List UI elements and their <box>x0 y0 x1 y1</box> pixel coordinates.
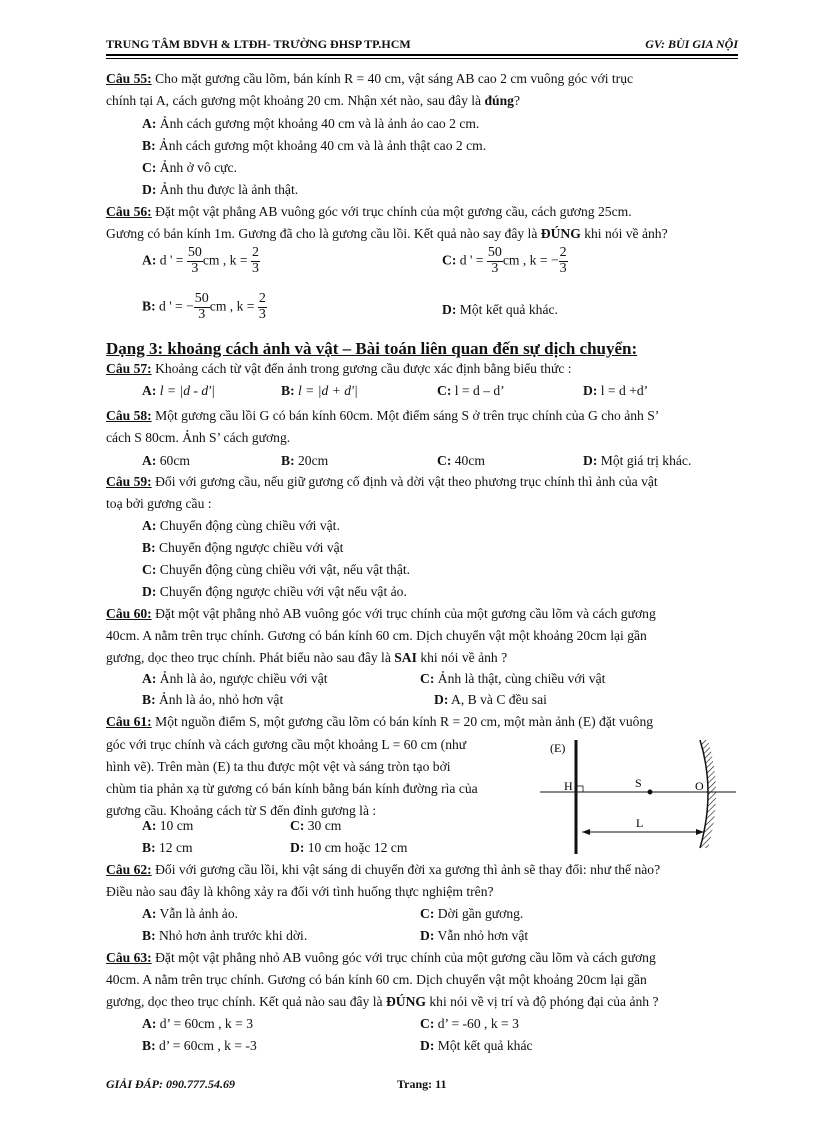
q58-option-d: D: Một giá trị khác. <box>583 453 692 468</box>
q55-line1: Câu 55: Cho mặt gương cầu lõm, bán kính R = 40 cm, vật sáng AB cao 2 cm vuông góc với trục <box>106 71 634 86</box>
q58-line2: cách S 80cm. Ảnh S’ cách gương. <box>106 430 291 445</box>
q61-option-c: C: 30 cm <box>290 818 342 833</box>
q63-option-a: A: d’ = 60cm , k = 3 <box>142 1016 253 1031</box>
q62-line2: Điều nào sau đây là không xảy ra đối với tình huống thực nghiệm trên? <box>106 884 494 899</box>
header-rule-thin <box>106 58 738 59</box>
q57-line1: Câu 57: Khoảng cách từ vật đến ảnh trong gương cầu được xác định bằng biểu thức : <box>106 361 572 376</box>
header-rule <box>106 54 738 56</box>
q55-option-d: D: Ảnh thu được là ảnh thật. <box>142 182 299 197</box>
q59-option-d: D: Chuyển động ngược chiều với vật nếu vật ảo. <box>142 584 407 599</box>
q56-option-b: B: d ' = − $\frac{50}{3}$ cm , k = $\frac{2}{3}$ <box>142 291 266 322</box>
label-h: H <box>564 779 573 793</box>
page-number: Trang: 11 <box>397 1077 447 1091</box>
q56-line2: Gương có bán kính 1m. Gương đã cho là gương cầu lồi. Kết quả nào say đây là ĐÚNG khi nói về ảnh? <box>106 226 668 241</box>
q60-option-d: D: A, B và C đều sai <box>434 692 547 707</box>
q63-line3: gương, dọc theo trục chính. Kết quả nào sau đây là ĐÚNG khi nói về vị trí và độ phóng đại của ảnh ? <box>106 994 659 1009</box>
q56-option-a: A: d ' = $\frac{50}{3}$ cm , k = $\frac{2}{3}$ <box>142 245 259 276</box>
q55-option-b: B: Ảnh cách gương một khoảng 40 cm và là ảnh thật cao 2 cm. <box>142 138 487 153</box>
arrow-head-left <box>582 829 590 835</box>
q61-line4: chùm tia phản xạ từ gương có bán kính bằng bán kính đường rìa của <box>106 781 478 796</box>
q59-option-b: B: Chuyển động ngược chiều với vật <box>142 540 344 555</box>
q57-option-d: D: l = d +d’ <box>583 383 649 398</box>
q61-line5: gương cầu. Khoảng cách từ S đến đỉnh gương là : <box>106 803 377 818</box>
q62-option-b: B: Nhỏ hơn ảnh trước khi dời. <box>142 928 308 943</box>
point-s <box>648 790 653 795</box>
q60-option-b: B: Ảnh là ảo, nhỏ hơn vật <box>142 692 284 707</box>
q61-line3: hình vẽ). Trên màn (E) ta thu được một vệt và sáng tròn tạo bởi <box>106 759 451 774</box>
q63-line2: 40cm. A nằm trên trục chính. Gương có bán kính 60 cm. Dịch chuyển vật một khoảng 20cm lại gần <box>106 972 647 987</box>
q61-option-d: D: 10 cm hoặc 12 cm <box>290 840 408 855</box>
q58-option-a: A: 60cm <box>142 453 190 468</box>
section-heading: Dạng 3: khoảng cách ảnh và vật – Bài toán liên quan đến sự dịch chuyển: <box>106 339 638 358</box>
header-right: GV: BÙI GIA NỘI <box>645 37 738 51</box>
label-s: S <box>635 776 642 790</box>
q63-option-d: D: Một kết quả khác <box>420 1038 533 1053</box>
q61-line1: Câu 61: Một nguồn điểm S, một gương cầu lõm có bán kính R = 20 cm, một màn ảnh (E) đặt vuông <box>106 714 654 729</box>
q59-line1: Câu 59: Đối với gương cầu, nếu giữ gương cố định và dời vật theo phương trục chính thì ảnh của vật <box>106 474 658 489</box>
q57-option-b: B: l = |d + d'| <box>281 383 358 398</box>
q56-option-d: D: Một kết quả khác. <box>442 302 558 317</box>
q59-option-a: A: Chuyển động cùng chiều với vật. <box>142 518 340 533</box>
q62-line1: Câu 62: Đối với gương cầu lồi, khi vật sáng di chuyển đời xa gương thì ảnh sẽ thay đổi: như thế nào? <box>106 862 661 877</box>
q60-option-c: C: Ảnh là thật, cùng chiều với vật <box>420 671 606 686</box>
q56-option-c: C: d ' = $\frac{50}{3}$ cm , k = − $\frac{2}{3}$ <box>442 245 567 276</box>
header-left: TRUNG TÂM BDVH & LTĐH- TRƯỜNG ĐHSP TP.HCM <box>106 37 411 51</box>
q55-option-c: C: Ảnh ở vô cực. <box>142 160 237 175</box>
q63-option-c: C: d’ = -60 , k = 3 <box>420 1016 519 1031</box>
q63-line1: Câu 63: Đặt một vật phẳng nhỏ AB vuông góc với trục chính của một gương cầu lõm và cách gương <box>106 950 656 965</box>
q57-option-a: A: l = |d - d'| <box>142 383 215 398</box>
q59-option-c: C: Chuyển động cùng chiều với vật, nếu vật thật. <box>142 562 411 577</box>
q60-line1: Câu 60: Đặt một vật phẳng nhỏ AB vuông góc với trục chính của một gương cầu lõm và cách gương <box>106 606 656 621</box>
q59-line2: toạ bởi gương cầu : <box>106 496 212 511</box>
footer-contact: GIẢI ĐÁP: 090.777.54.69 <box>106 1077 236 1091</box>
label-l: L <box>636 816 644 830</box>
q60-line3: gương, dọc theo trục chính. Phát biểu nào sau đây là SAI khi nói về ảnh ? <box>106 650 508 665</box>
q61-option-b: B: 12 cm <box>142 840 193 855</box>
q55-option-a: A: Ảnh cách gương một khoảng 40 cm và là ảnh ảo cao 2 cm. <box>142 116 480 131</box>
q57-option-c: C: l = d – d’ <box>437 383 505 398</box>
q58-line1: Câu 58: Một gương cầu lồi G có bán kính 60cm. Một điểm sáng S ở trên trục chính của G cho ảnh S’ <box>106 408 660 423</box>
label-o: O <box>695 779 704 793</box>
q62-option-a: A: Vẫn là ảnh ảo. <box>142 906 239 921</box>
q60-option-a: A: Ảnh là ảo, ngược chiều với vật <box>142 671 328 686</box>
q63-option-b: B: d’ = 60cm , k = -3 <box>142 1038 257 1053</box>
q56-line1: Câu 56: Đặt một vật phẳng AB vuông góc với trục chính của một gương cầu, cách gương 25cm. <box>106 204 632 219</box>
q62-option-d: D: Vẫn nhỏ hơn vật <box>420 928 529 943</box>
right-angle-marker <box>577 786 583 792</box>
mirror-screen-diagram <box>540 736 740 858</box>
q55-line2: chính tại A, cách gương một khoảng 20 cm. Nhận xét nào, sau đây là đúng? <box>106 93 521 108</box>
q61-line2: góc với trục chính và cách gương cầu một khoảng L = 60 cm (như <box>106 737 467 752</box>
q58-option-c: C: 40cm <box>437 453 485 468</box>
q60-line2: 40cm. A nằm trên trục chính. Gương có bán kính 60 cm. Dịch chuyển vật một khoảng 20cm lại gần <box>106 628 647 643</box>
label-e: (E) <box>550 741 566 755</box>
q62-option-c: C: Dời gần gương. <box>420 906 524 921</box>
q61-option-a: A: 10 cm <box>142 818 194 833</box>
q58-option-b: B: 20cm <box>281 453 329 468</box>
